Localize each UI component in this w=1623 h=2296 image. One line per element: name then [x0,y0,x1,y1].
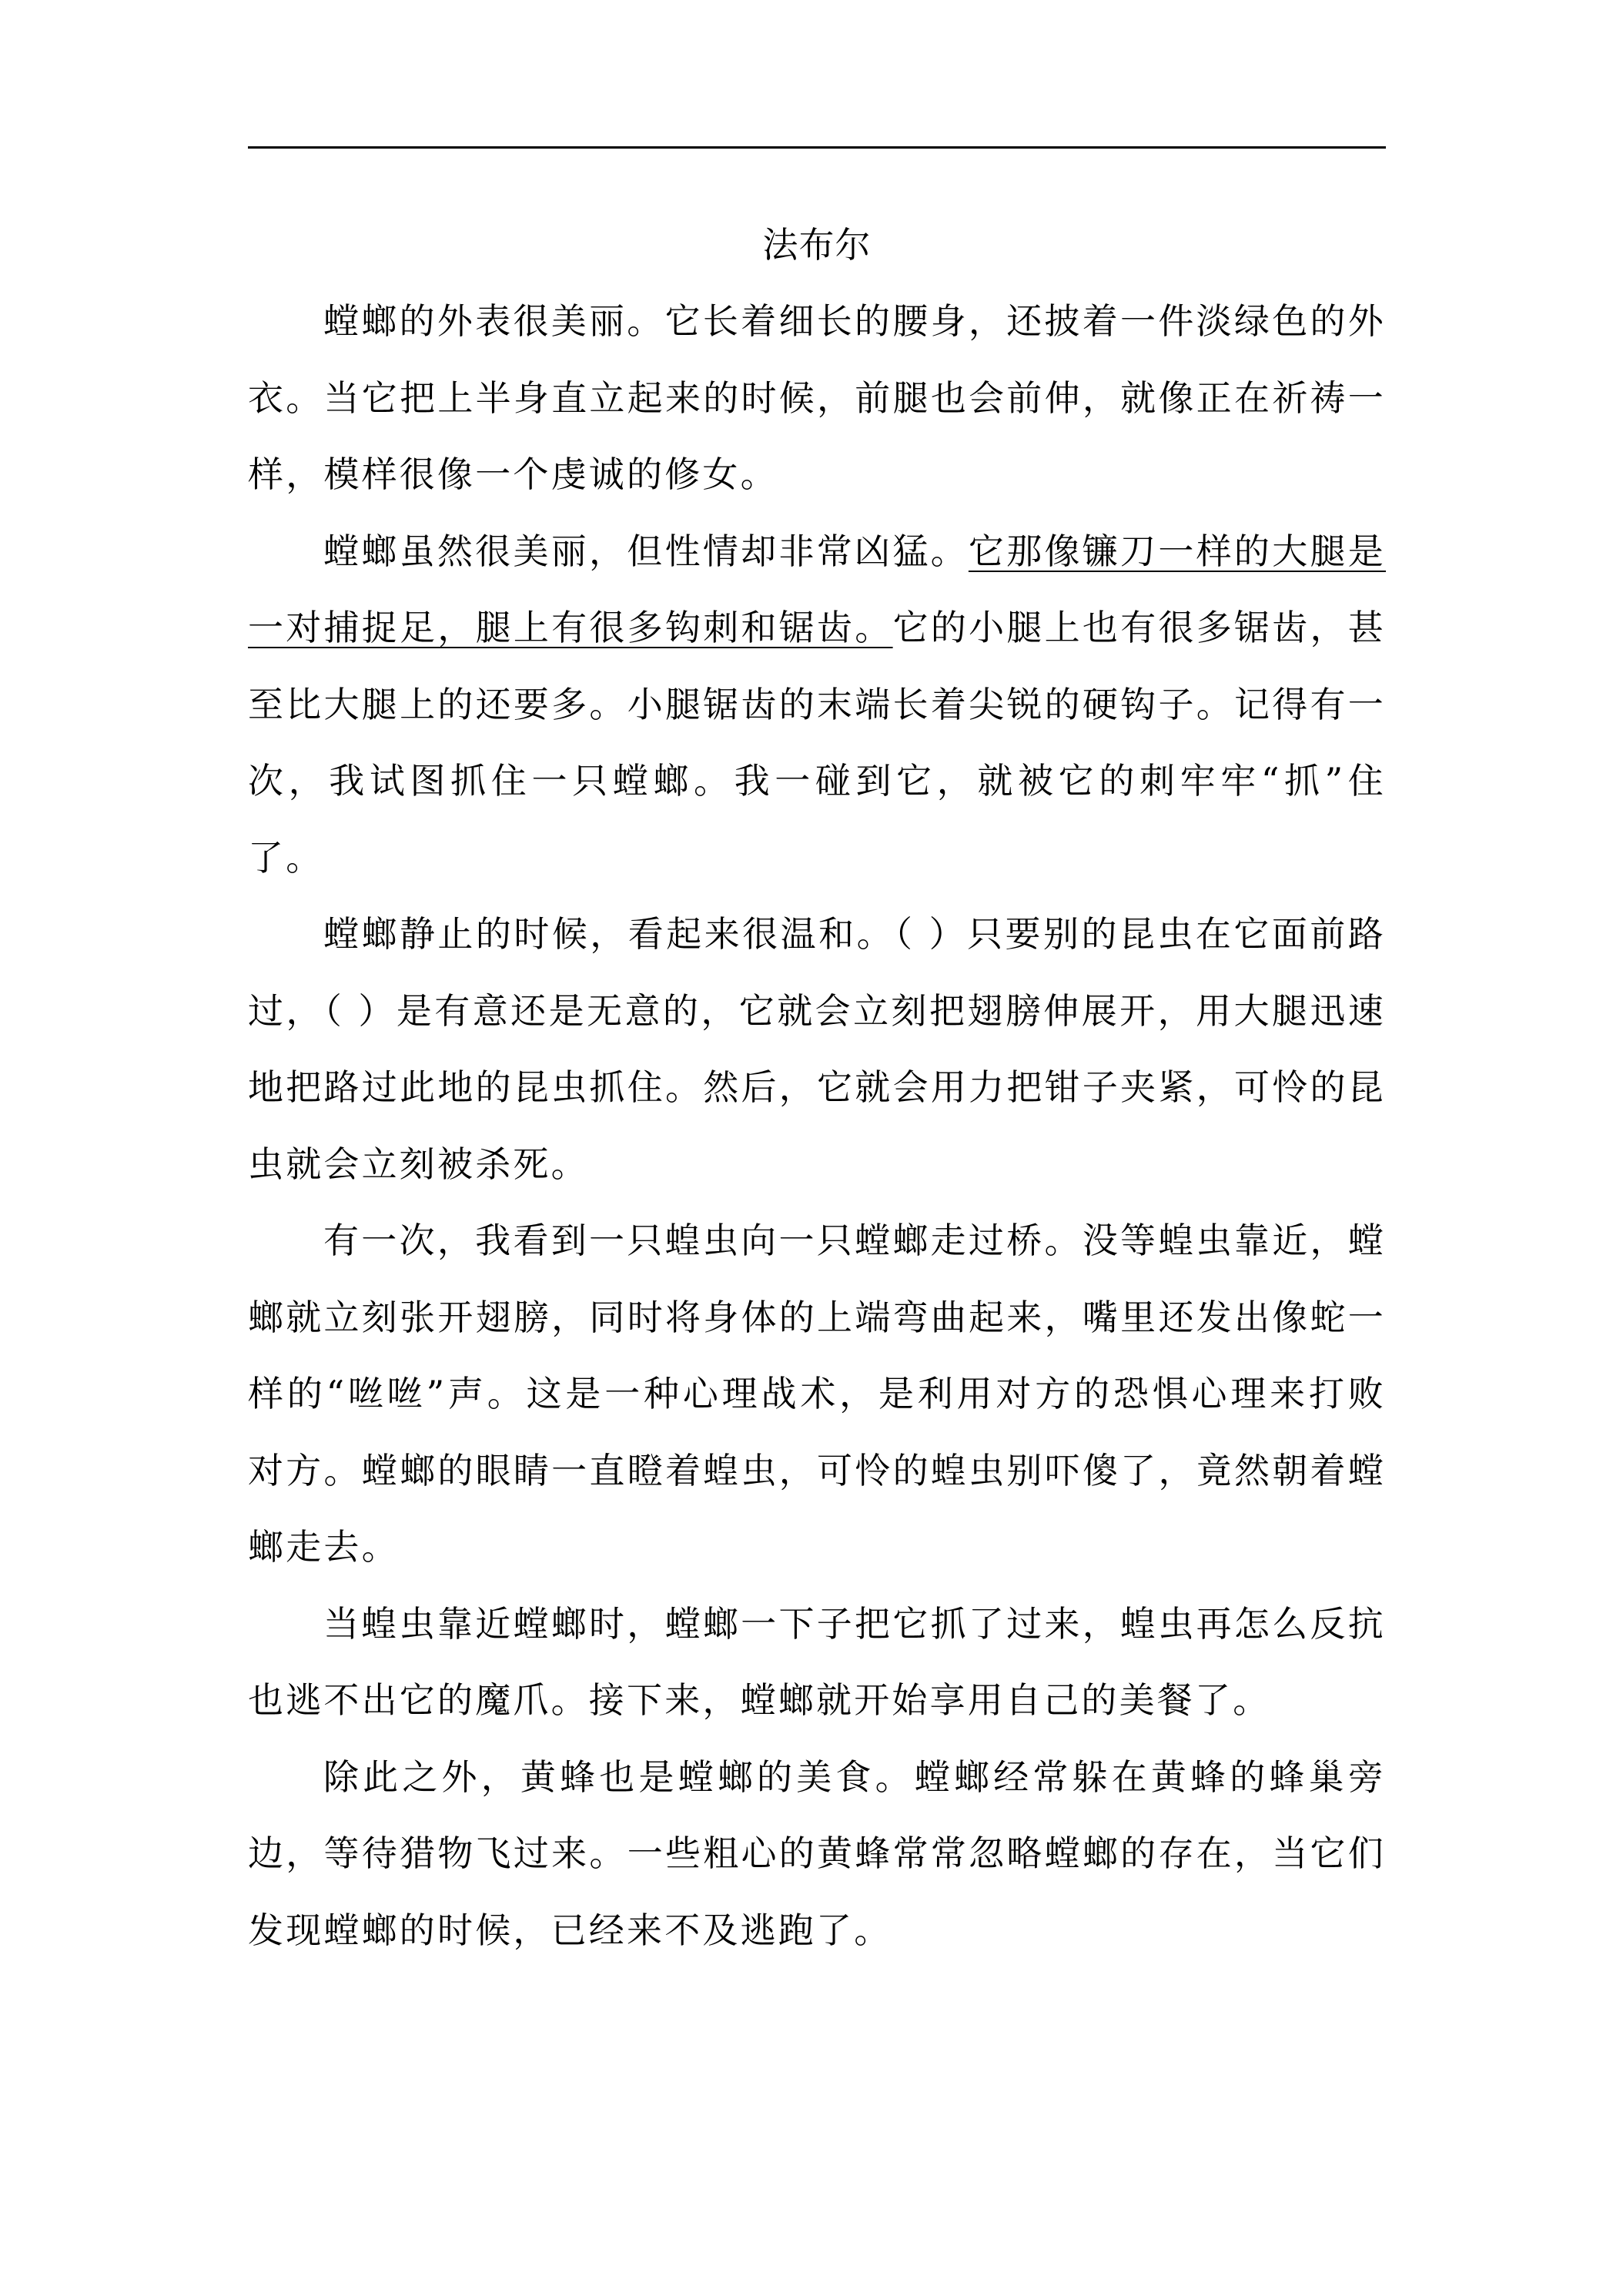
header-rule [248,146,1386,149]
article-title: 法布尔 [762,224,872,266]
article-body [248,206,1386,1969]
paragraph-3: 螳螂静止的时候，看起来很温和。（ ）只要别的昆虫在它面前路过，（ ）是有意还是无意的，它就会立刻把翅膀伸展开，用大腿迅速地把路过此地的昆虫抓住。然后，它就会用力把钳子夹紧，可怜的昆虫就会立刻被杀死。 [248,913,1386,1185]
paragraph-2-text-after: 它的小腿上也有很多锯齿，甚至比大腿上的还要多。小腿锯齿的末端长着尖锐的硬钩子。记得有一次，我试图抓住一只螳螂。我一碰到它，就被它的刺牢牢“抓”住了。 [248,607,1386,879]
paragraph-2 [248,514,1386,897]
paragraph-1: 螳螂的外表很美丽。它长着细长的腰身，还披着一件淡绿色的外衣。当它把上半身直立起来的时候，前腿也会前伸，就像正在祈祷一样，模样很像一个虔诚的修女。 [248,300,1386,495]
paragraph-4: 有一次，我看到一只蝗虫向一只螳螂走过桥。没等蝗虫靠近，螳螂就立刻张开翅膀，同时将身体的上端弯曲起来，嘴里还发出像蛇一样的“咝咝”声。这是一种心理战术，是利用对方的恐惧心理来打败对方。螳螂的眼睛一直瞪着蝗虫，可怜的蝗虫别吓傻了，竟然朝着螳螂走去。 [248,1220,1386,1568]
paragraph-5: 当蝗虫靠近螳螂时，螳螂一下子把它抓了过来，蝗虫再怎么反抗也逃不出它的魔爪。接下来，螳螂就开始享用自己的美餐了。 [248,1602,1386,1721]
paragraph-2-underlined-sentence: 它那像镰刀一样的大腿是一对捕捉足，腿上有很多钩刺和锯齿。 [248,530,1386,648]
paragraph-6: 除此之外，黄蜂也是螳螂的美食。螳螂经常躲在黄蜂的蜂巢旁边，等待猎物飞过来。一些粗心的黄蜂常常忽略螳螂的存在，当它们发现螳螂的时候，已经来不及逃跑了。 [248,1755,1386,1951]
paragraph-2-text-before: 螳螂虽然很美丽，但性情却非常凶猛。 [323,530,969,572]
